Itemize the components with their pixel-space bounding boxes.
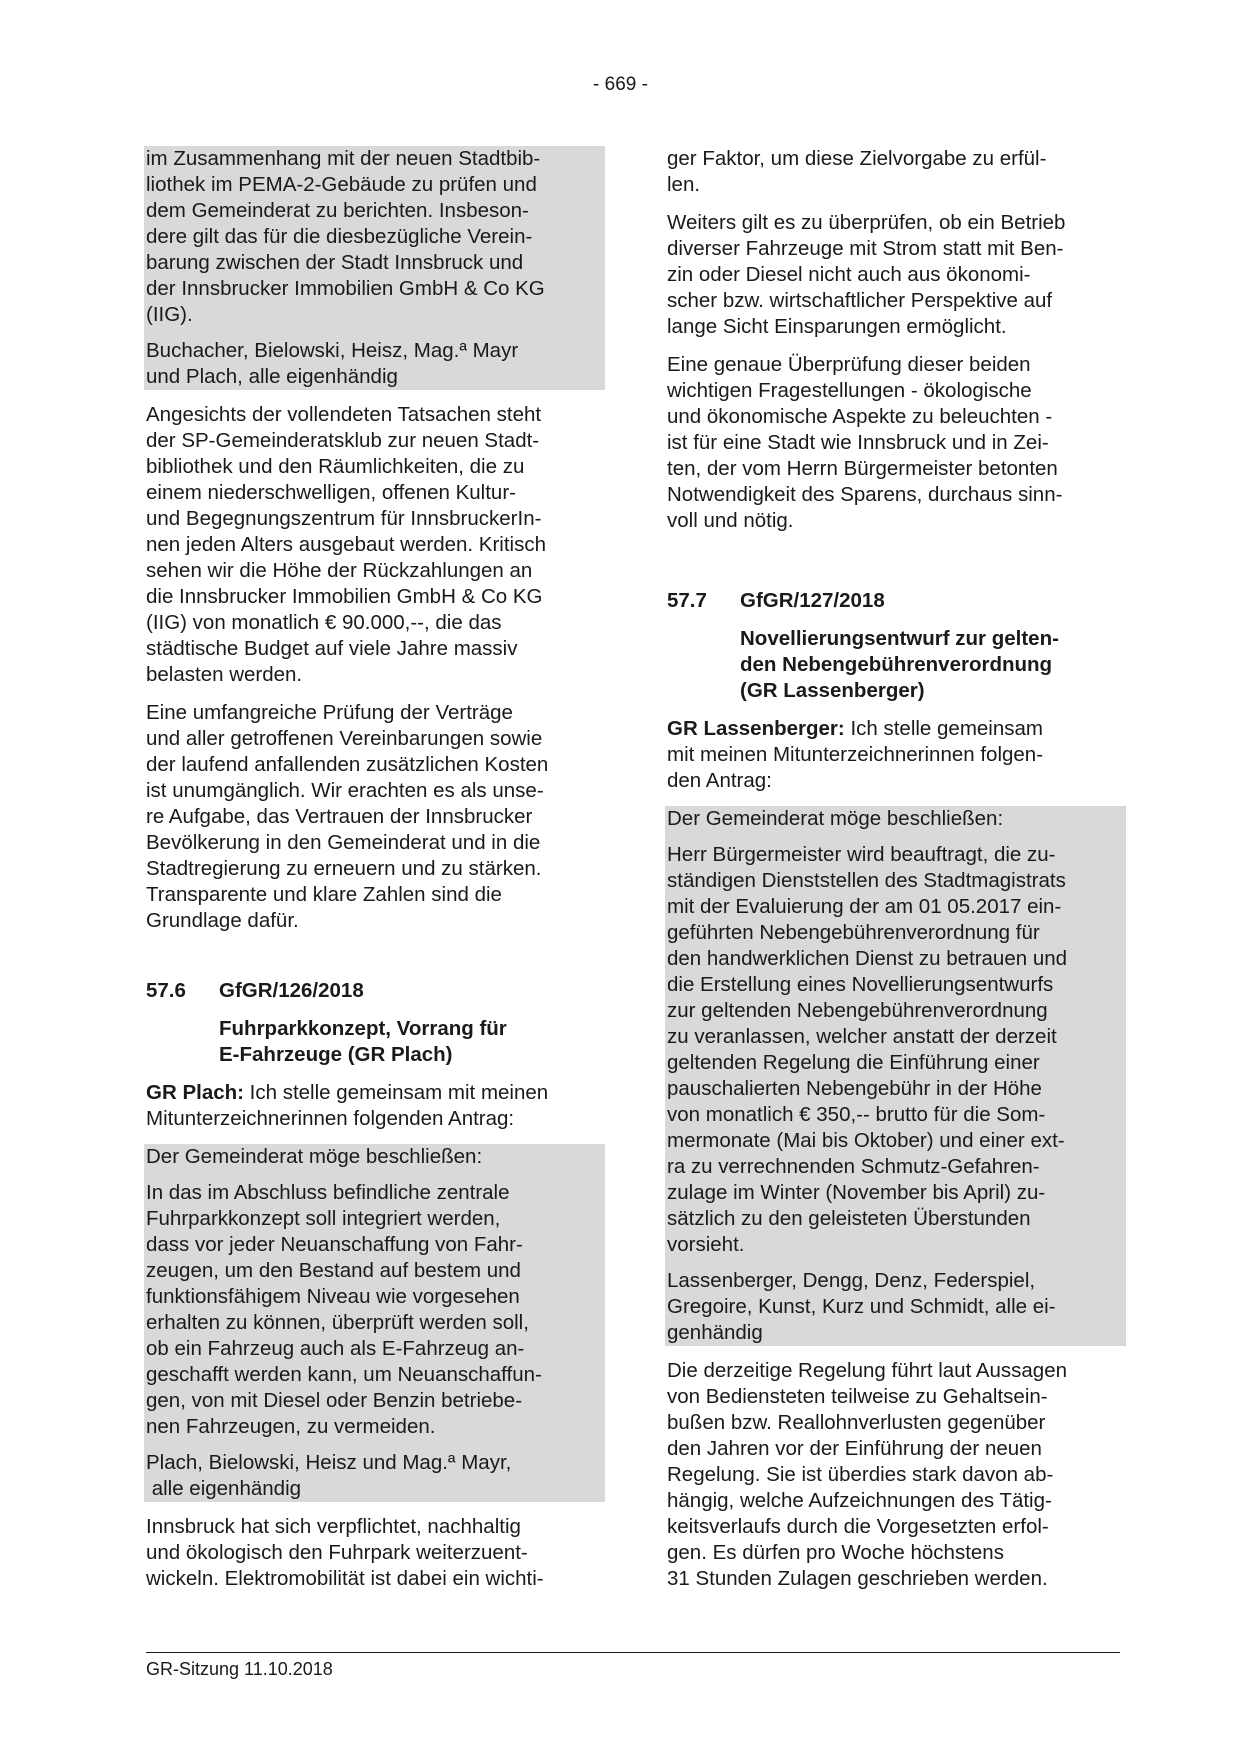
motion-continuation-text — [146, 146, 601, 328]
section-heading-57-6 — [146, 978, 601, 1004]
text-line: im Zusammenhang mit der neuen Stadtbib- — [146, 147, 541, 170]
footer-text: GR-Sitzung 11.10.2018 — [146, 1659, 333, 1679]
text-line: liothek im PEMA-2-Gebäude zu prüfen und — [146, 173, 537, 196]
motion-text — [146, 1180, 601, 1440]
text-line: E-Fahrzeuge (GR Plach) — [219, 1043, 453, 1066]
text-line: Buchacher, Bielowski, Heisz, Mag.ª Mayr — [146, 339, 519, 362]
text-line: nen Fahrzeugen, zu vermeiden. — [146, 1415, 436, 1438]
motion-continuation-box — [144, 146, 605, 390]
text-line: zulage im Winter (November bis April) zu- — [667, 1181, 1046, 1204]
text-line: zu veranlassen, welcher anstatt der derzeit — [667, 1025, 1057, 1048]
text-line: Angesichts der vollendeten Tatsachen steht — [146, 403, 542, 426]
text-line: Eine genaue Überprüfung dieser beiden — [667, 353, 1031, 376]
text-line: die Erstellung eines Novellierungsentwurfs — [667, 973, 1054, 996]
text-line: und Begegnungszentrum für InnsbruckerIn- — [146, 507, 542, 530]
motion-box — [144, 1144, 605, 1502]
text-line: ra zu verrechnenden Schmutz-Gefahren- — [667, 1155, 1040, 1178]
text-line: Fuhrparkkonzept, Vorrang für — [219, 1017, 507, 1040]
text-line: belasten werden. — [146, 663, 303, 686]
text-line: Herr Bürgermeister wird beauftragt, die zu- — [667, 843, 1056, 866]
motion-head: Der Gemeinderat möge beschließen: — [146, 1145, 483, 1168]
section-title — [219, 1016, 601, 1068]
text-line: Stadtregierung zu erneuern und zu stärken. — [146, 857, 542, 880]
paragraph-2 — [667, 210, 1122, 340]
text-line: von monatlich € 350,-- brutto für die Som- — [667, 1103, 1046, 1126]
text-line: keitsverlaufs durch die Vorgesetzten erfol- — [667, 1515, 1049, 1538]
footer-divider — [146, 1652, 1120, 1653]
text-line: und aller getroffenen Vereinbarungen sowie — [146, 727, 543, 750]
text-line: und ökologisch den Fuhrpark weiterzuent- — [146, 1541, 528, 1564]
speaker-name: GR Plach: — [146, 1081, 244, 1104]
text-line: voll und nötig. — [667, 509, 794, 532]
text-line: von Bediensteten teilweise zu Gehaltsein- — [667, 1385, 1048, 1408]
text-line: Plach, Bielowski, Heisz und Mag.ª Mayr, — [146, 1451, 512, 1474]
text-line: den Nebengebührenverordnung — [740, 653, 1053, 676]
text-line: Die derzeitige Regelung führt laut Aussagen — [667, 1359, 1068, 1382]
text-line: einem niederschwelligen, offenen Kultur- — [146, 481, 516, 504]
text-line: Innsbruck hat sich verpflichtet, nachhaltig — [146, 1515, 521, 1538]
text-line: den handwerklichen Dienst zu betrauen und — [667, 947, 1068, 970]
speaker-intro-first: Ich stelle gemeinsam mit meinen — [249, 1081, 549, 1104]
text-line: zur geltenden Nebengebührenverordnung — [667, 999, 1048, 1022]
text-line: der laufend anfallenden zusätzlichen Kosten — [146, 753, 549, 776]
text-line: alle eigenhändig — [146, 1477, 302, 1500]
page-number: - 669 - — [593, 74, 648, 95]
speaker-intro-first: Ich stelle gemeinsam — [850, 717, 1043, 740]
speaker-name: GR Lassenberger: — [667, 717, 845, 740]
text-line: zeugen, um den Bestand auf bestem und — [146, 1259, 521, 1282]
speaker-intro — [146, 1080, 601, 1132]
justification-paragraph-1 — [146, 402, 601, 688]
motion-text — [667, 842, 1122, 1258]
text-line: hängig, welche Aufzeichnungen des Tätig- — [667, 1489, 1052, 1512]
justification-paragraph-2 — [146, 700, 601, 934]
text-line: barung zwischen der Stadt Innsbruck und — [146, 251, 524, 274]
text-line: den Antrag: — [667, 769, 772, 792]
text-line: 31 Stunden Zulagen geschrieben werden. — [667, 1567, 1048, 1590]
text-line: die Innsbrucker Immobilien GmbH & Co KG — [146, 585, 543, 608]
section-code: GfGR/126/2018 — [219, 979, 364, 1002]
text-line: Grundlage dafür. — [146, 909, 299, 932]
left-column — [146, 146, 601, 1604]
text-line: (IIG). — [146, 303, 193, 326]
text-line: vorsieht. — [667, 1233, 745, 1256]
text-line: ten, der vom Herrn Bürgermeister betonten — [667, 457, 1058, 480]
text-line: geschafft werden kann, um Neuanschaffun- — [146, 1363, 542, 1386]
motion-box — [665, 806, 1126, 1346]
text-line: städtische Budget auf viele Jahre massiv — [146, 637, 518, 660]
motion-head: Der Gemeinderat möge beschließen: — [667, 807, 1004, 830]
text-line: dass vor jeder Neuanschaffung von Fahr- — [146, 1233, 523, 1256]
text-line: erhalten zu können, überprüft werden soll, — [146, 1311, 529, 1334]
section-code: GfGR/127/2018 — [740, 589, 885, 612]
text-line: der Innsbrucker Immobilien GmbH & Co KG — [146, 277, 545, 300]
text-line: ständigen Dienststellen des Stadtmagistrats — [667, 869, 1066, 892]
right-column — [667, 146, 1122, 1604]
text-line: lange Sicht Einsparungen ermöglicht. — [667, 315, 1007, 338]
text-line: Lassenberger, Dengg, Denz, Federspiel, — [667, 1269, 1036, 1292]
text-line: gen, von mit Diesel oder Benzin betriebe- — [146, 1389, 523, 1412]
text-line: Regelung. Sie ist überdies stark davon ab- — [667, 1463, 1054, 1486]
text-line: Weiters gilt es zu überprüfen, ob ein Betrieb — [667, 211, 1066, 234]
motion-signers — [146, 338, 601, 390]
text-line: ob ein Fahrzeug auch als E-Fahrzeug an- — [146, 1337, 525, 1360]
text-line: Bevölkerung in den Gemeinderat und in die — [146, 831, 541, 854]
text-line: nen jeden Alters ausgebaut werden. Kritisch — [146, 533, 547, 556]
text-line: geführten Nebengebührenverordnung für — [667, 921, 1040, 944]
continued-paragraph — [667, 146, 1122, 198]
section-title — [740, 626, 1122, 704]
text-line: bibliothek und den Räumlichkeiten, die zu — [146, 455, 525, 478]
text-line: scher bzw. wirtschaftlicher Perspektive auf — [667, 289, 1053, 312]
text-line: Novellierungsentwurf zur gelten- — [740, 627, 1059, 650]
text-line: der SP-Gemeinderatsklub zur neuen Stadt- — [146, 429, 540, 452]
text-line: Transparente und klare Zahlen sind die — [146, 883, 502, 906]
text-line: Gregoire, Kunst, Kurz und Schmidt, alle ei- — [667, 1295, 1056, 1318]
text-line: und ökonomische Aspekte zu beleuchten - — [667, 405, 1053, 428]
text-line: re Aufgabe, das Vertrauen der Innsbrucker — [146, 805, 533, 828]
text-line: diverser Fahrzeuge mit Strom statt mit Ben- — [667, 237, 1064, 260]
text-line: dere gilt das für die diesbezügliche Verein- — [146, 225, 533, 248]
text-line: den Jahren vor der Einführung der neuen — [667, 1437, 1042, 1460]
text-line: sehen wir die Höhe der Rückzahlungen an — [146, 559, 533, 582]
text-line: Fuhrparkkonzept soll integriert werden, — [146, 1207, 501, 1230]
text-line: gen. Es dürfen pro Woche höchstens — [667, 1541, 1004, 1564]
text-line: Eine umfangreiche Prüfung der Verträge — [146, 701, 513, 724]
speaker-intro — [667, 716, 1122, 794]
text-line: wichtigen Fragestellungen - ökologische — [667, 379, 1032, 402]
text-line: geltenden Regelung die Einführung einer — [667, 1051, 1040, 1074]
text-line: mermonate (Mai bis Oktober) und einer ext- — [667, 1129, 1065, 1152]
paragraph-3 — [667, 352, 1122, 534]
text-line: sätzlich zu den geleisteten Überstunden — [667, 1207, 1031, 1230]
text-line: mit der Evaluierung der am 01 05.2017 ein- — [667, 895, 1062, 918]
motion-signers — [146, 1450, 601, 1502]
text-line: dem Gemeinderat zu berichten. Insbeson- — [146, 199, 529, 222]
text-line: genhändig — [667, 1321, 763, 1344]
text-line: bußen bzw. Reallohnverlusten gegenüber — [667, 1411, 1046, 1434]
text-line: (IIG) von monatlich € 90.000,--, die das — [146, 611, 502, 634]
text-line: mit meinen Mitunterzeichnerinnen folgen- — [667, 743, 1044, 766]
motion-signers — [667, 1268, 1122, 1346]
text-line: In das im Abschluss befindliche zentrale — [146, 1181, 510, 1204]
text-line: wickeln. Elektromobilität ist dabei ein wichti- — [146, 1567, 544, 1590]
closing-paragraph — [667, 1358, 1122, 1592]
text-line: (GR Lassenberger) — [740, 679, 925, 702]
text-line: ist unumgänglich. Wir erachten es als unse- — [146, 779, 544, 802]
section-heading-57-7 — [667, 588, 1122, 614]
section-number: 57.6 — [146, 979, 186, 1002]
text-line: ger Faktor, um diese Zielvorgabe zu erfül- — [667, 147, 1047, 170]
closing-paragraph — [146, 1514, 601, 1592]
text-line: und Plach, alle eigenhändig — [146, 365, 398, 388]
text-line: pauschalierten Nebengebühr in der Höhe — [667, 1077, 1042, 1100]
text-line: Notwendigkeit des Sparens, durchaus sinn- — [667, 483, 1063, 506]
text-line: ist für eine Stadt wie Innsbruck und in Zei- — [667, 431, 1049, 454]
text-line: funktionsfähigem Niveau wie vorgesehen — [146, 1285, 520, 1308]
text-line: zin oder Diesel nicht auch aus ökonomi- — [667, 263, 1031, 286]
section-number: 57.7 — [667, 589, 707, 612]
speaker-intro-rest: Mitunterzeichnerinnen folgenden Antrag: — [146, 1107, 515, 1130]
speaker-intro-rest — [667, 743, 1043, 792]
text-line: len. — [667, 173, 701, 196]
